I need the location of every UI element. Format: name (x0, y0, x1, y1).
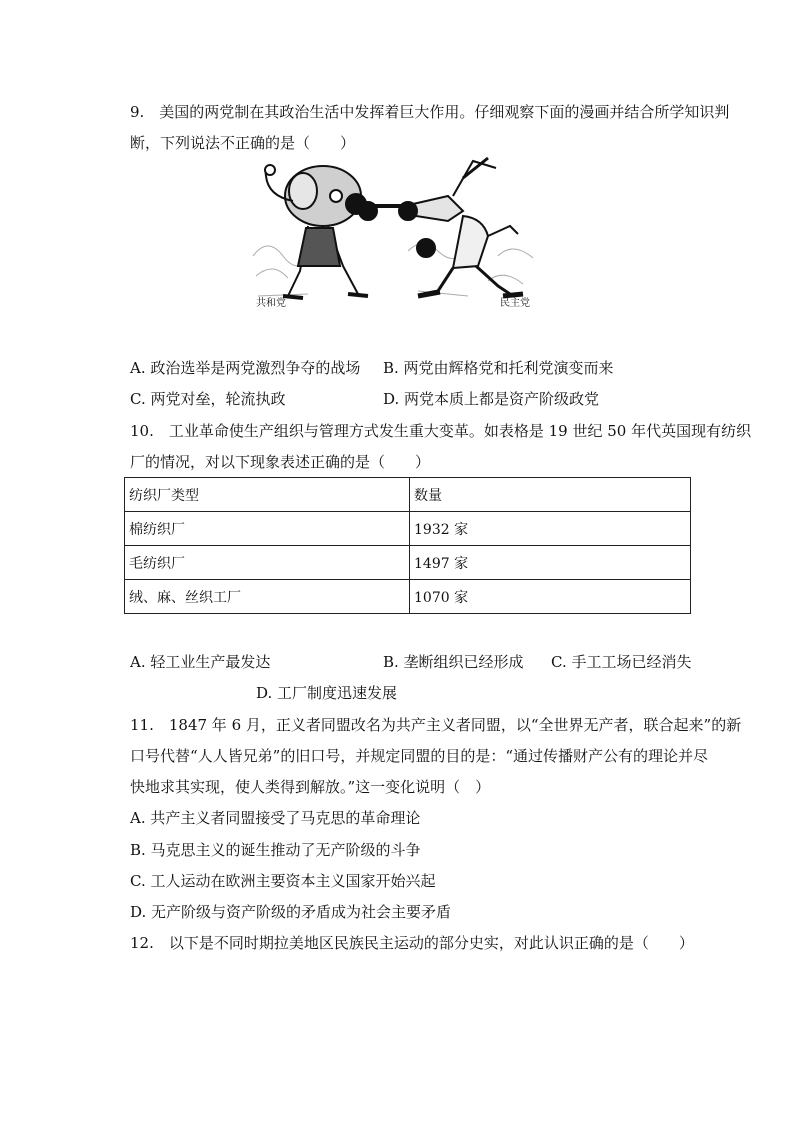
table-cell: 棉纺织厂 (125, 512, 410, 546)
q11-stem-line2: 口号代替“人人皆兄弟”的旧口号，并规定同盟的目的是：“通过传播财产公有的理论并尽 (130, 747, 709, 765)
q11-option-a: A. 共产主义者同盟接受了马克思的革命理论 (130, 809, 421, 827)
table-cell: 毛纺织厂 (125, 546, 410, 580)
q11-option-d: D. 无产阶级与资产阶级的矛盾成为社会主要矛盾 (130, 903, 452, 921)
cartoon-drawing (248, 156, 538, 316)
table-cell: 1070 家 (410, 580, 691, 614)
q9-option-a: A. 政治选举是两党激烈争夺的战场 (130, 359, 361, 377)
table-cell: 1497 家 (410, 546, 691, 580)
q10-stem-line1: 10. 工业革命使生产组织与管理方式发生重大变革。如表格是 19 世纪 50 年代英国现有纺织 (130, 422, 752, 440)
textile-factory-table (124, 477, 691, 614)
q11-stem-line1: 11. 1847 年 6 月，正义者同盟改名为共产主义者同盟，以“全世界无产者，联合起来”的新 (130, 716, 742, 734)
q9-option-d: D. 两党本质上都是资产阶级政党 (383, 390, 600, 408)
q10-option-c: C. 手工工场已经消失 (551, 653, 692, 671)
q12-stem-line1: 12. 以下是不同时期拉美地区民族民主运动的部分史实，对此认识正确的是（ ） (130, 934, 694, 952)
q9-option-c: C. 两党对垒，轮流执政 (130, 390, 286, 408)
q10-option-d: D. 工厂制度迅速发展 (256, 684, 398, 702)
q11-option-c: C. 工人运动在欧洲主要资本主义国家开始兴起 (130, 872, 436, 890)
cartoon-label-democrat: 民主党 (500, 298, 530, 309)
q11-option-b: B. 马克思主义的诞生推动了无产阶级的斗争 (130, 841, 421, 859)
table-cell: 绒、麻、丝织工厂 (125, 580, 410, 614)
table-cell: 1932 家 (410, 512, 691, 546)
cartoon-label-republican: 共和党 (256, 298, 286, 309)
q9-option-b: B. 两党由辉格党和托利党演变而来 (383, 359, 614, 377)
party-cartoon-image (248, 156, 538, 316)
table-header-cell: 数量 (410, 478, 691, 512)
table-header-row (125, 478, 691, 512)
table-header-cell: 纺织厂类型 (125, 478, 410, 512)
q11-stem-line3: 快地求其实现，使人类得到解放。”这一变化说明（ ） (130, 778, 491, 796)
q10-option-b: B. 垄断组织已经形成 (383, 653, 524, 671)
q10-option-a: A. 轻工业生产最发达 (130, 653, 271, 671)
table-row (125, 512, 691, 546)
q10-stem-line2: 厂的情况，对以下现象表述正确的是（ ） (130, 453, 431, 471)
q9-stem-line2: 断，下列说法不正确的是（ ） (130, 134, 356, 152)
table-row (125, 546, 691, 580)
table-row (125, 580, 691, 614)
q9-stem-line1: 9. 美国的两党制在其政治生活中发挥着巨大作用。仔细观察下面的漫画并结合所学知识判 (130, 103, 730, 121)
